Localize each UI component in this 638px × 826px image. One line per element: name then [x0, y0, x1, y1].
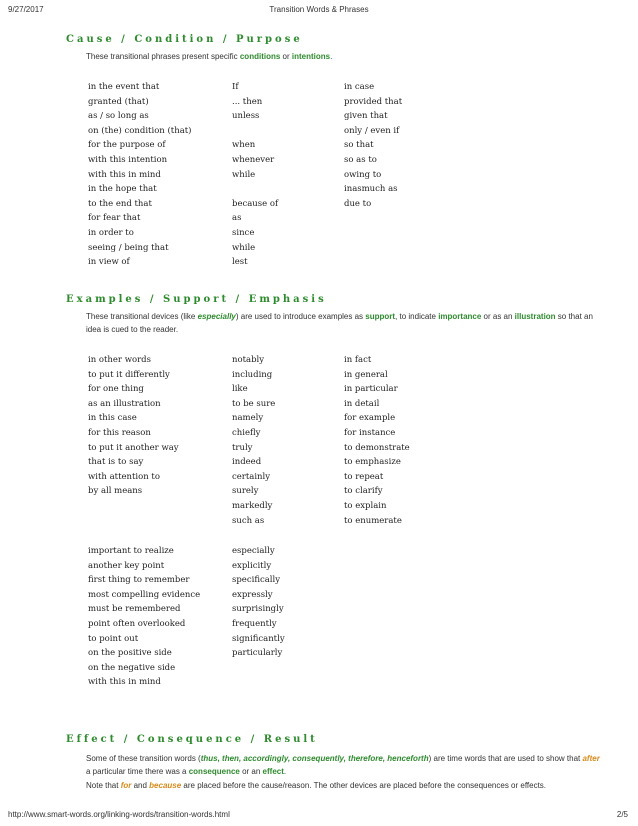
phrase-item: in detail — [344, 398, 380, 409]
phrase-item: important to realize — [88, 546, 174, 556]
phrase-item: for the purpose of — [88, 140, 166, 151]
phrase-item: with this in mind — [88, 169, 161, 180]
phrase-item: due to — [344, 198, 372, 209]
section-intro-effect: Some of these transition words (thus, then, accordingly, consequently, therefore, henceforth) are time words that are used to show that after a particular time there was a consequence or an effect. — [86, 754, 600, 776]
phrase-item: to repeat — [344, 471, 384, 482]
phrase-item: notably — [232, 355, 265, 365]
phrase-column-3 — [344, 353, 410, 528]
phrase-item: for this reason — [88, 427, 151, 438]
phrase-item: to be sure — [232, 398, 276, 409]
phrase-item: when — [232, 140, 256, 151]
phrase-column-2 — [232, 80, 278, 270]
print-date: 9/27/2017 — [8, 5, 44, 14]
phrase-item — [232, 182, 278, 197]
phrase-item: to emphasize — [344, 457, 401, 468]
phrase-item: lest — [232, 257, 248, 268]
section-intro-cause: These transitional phrases present specific conditions or intentions. — [86, 52, 333, 61]
phrase-item: in the event that — [88, 82, 160, 92]
phrase-item: owing to — [344, 169, 382, 180]
phrase-item: frequently — [232, 618, 277, 629]
phrase-item: in fact — [344, 355, 372, 365]
phrase-item: given that — [344, 111, 388, 122]
phrase-item: explicitly — [232, 560, 272, 571]
phrase-item: while — [232, 169, 256, 180]
phrase-item: to enumerate — [344, 515, 402, 526]
phrase-item: so as to — [344, 154, 377, 165]
phrase-item: must be remembered — [88, 604, 181, 615]
phrase-item: chiefly — [232, 427, 261, 438]
phrase-item: significantly — [232, 633, 285, 644]
phrase-item: inasmuch as — [344, 184, 398, 195]
phrase-item: for one thing — [88, 384, 144, 395]
phrase-item: first thing to remember — [88, 575, 190, 586]
phrase-item: in particular — [344, 384, 398, 395]
phrase-column-1b — [88, 544, 200, 690]
phrase-item: for fear that — [88, 213, 141, 224]
phrase-item: with this intention — [88, 154, 168, 165]
phrase-item: for example — [344, 413, 396, 424]
phrase-item: as an illustration — [88, 398, 161, 409]
page-number: 2/5 — [616, 810, 628, 819]
phrase-item: for instance — [344, 427, 396, 438]
phrase-item: another key point — [88, 560, 165, 571]
phrase-item: in other words — [88, 355, 151, 365]
phrase-item: whenever — [232, 154, 275, 165]
phrase-item: unless — [232, 111, 260, 122]
phrase-item: point often overlooked — [88, 618, 186, 629]
phrase-item: expressly — [232, 589, 273, 600]
phrase-item: like — [232, 384, 248, 395]
page-url: http://www.smart-words.org/linking-words/transition-words.html — [8, 810, 230, 819]
phrase-item: in view of — [88, 257, 130, 268]
phrase-item: truly — [232, 442, 253, 453]
section-intro-examples: These transitional devices (like especially) are used to introduce examples as support, to indicate importance or as an illustration so that an idea is cued to the reader. — [86, 312, 593, 334]
phrase-item: indeed — [232, 457, 262, 468]
phrase-item: ... then — [232, 96, 263, 107]
phrase-item: provided that — [344, 96, 403, 107]
phrase-item: to the end that — [88, 198, 152, 209]
phrase-item: with attention to — [88, 471, 160, 482]
phrase-item: particularly — [232, 648, 283, 659]
phrase-item: in general — [344, 369, 388, 380]
phrase-item: to put it another way — [88, 442, 179, 453]
phrase-item: by all means — [88, 486, 143, 497]
section-title-effect: Effect / Consequence / Result — [66, 734, 318, 745]
phrase-item: so that — [344, 140, 374, 151]
phrase-column-1 — [88, 80, 192, 270]
phrase-item: to point out — [88, 633, 139, 644]
phrase-item: most compelling evidence — [88, 589, 201, 600]
phrase-item: only / even if — [344, 125, 400, 136]
phrase-column-2 — [232, 353, 275, 528]
phrase-item: on (the) condition (that) — [88, 125, 192, 136]
section-title-examples: Examples / Support / Emphasis — [66, 294, 327, 305]
phrase-item: on the negative side — [88, 662, 176, 673]
phrase-item: including — [232, 369, 273, 380]
phrase-item: since — [232, 227, 255, 238]
phrase-item: on the positive side — [88, 648, 172, 659]
phrase-item: surprisingly — [232, 604, 284, 615]
phrase-item: in this case — [88, 413, 137, 424]
phrase-item: especially — [232, 546, 275, 556]
phrase-column-2b — [232, 544, 285, 661]
section-title-cause: Cause / Condition / Purpose — [66, 34, 303, 45]
phrase-item: certainly — [232, 471, 271, 482]
phrase-item: surely — [232, 486, 259, 497]
phrase-item: because of — [232, 198, 279, 209]
phrase-item: as — [232, 213, 242, 224]
phrase-item: to put it differently — [88, 369, 170, 380]
phrase-item: that is to say — [88, 457, 144, 468]
phrase-item: namely — [232, 413, 264, 424]
phrase-item: to demonstrate — [344, 442, 410, 453]
phrase-item: while — [232, 242, 256, 253]
phrase-column-1 — [88, 353, 179, 499]
phrase-item: as / so long as — [88, 111, 149, 122]
phrase-item: to clarify — [344, 486, 383, 497]
phrase-column-3 — [344, 80, 402, 211]
phrase-item: in the hope that — [88, 184, 157, 195]
print-title: Transition Words & Phrases — [269, 5, 369, 14]
phrase-item: to explain — [344, 500, 387, 511]
phrase-item: with this in mind — [88, 677, 161, 688]
phrase-item: seeing / being that — [88, 242, 169, 253]
phrase-item — [232, 124, 278, 139]
phrase-item: If — [232, 82, 239, 92]
phrase-item: in case — [344, 82, 375, 92]
phrase-item: in order to — [88, 227, 134, 238]
section-note-effect: Note that for and because are placed before the cause/reason. The other devices are placed before the consequences or effects. — [86, 781, 547, 790]
phrase-item: specifically — [232, 575, 281, 586]
phrase-item: granted (that) — [88, 96, 149, 107]
phrase-item: markedly — [232, 500, 273, 511]
phrase-item: such as — [232, 515, 265, 526]
